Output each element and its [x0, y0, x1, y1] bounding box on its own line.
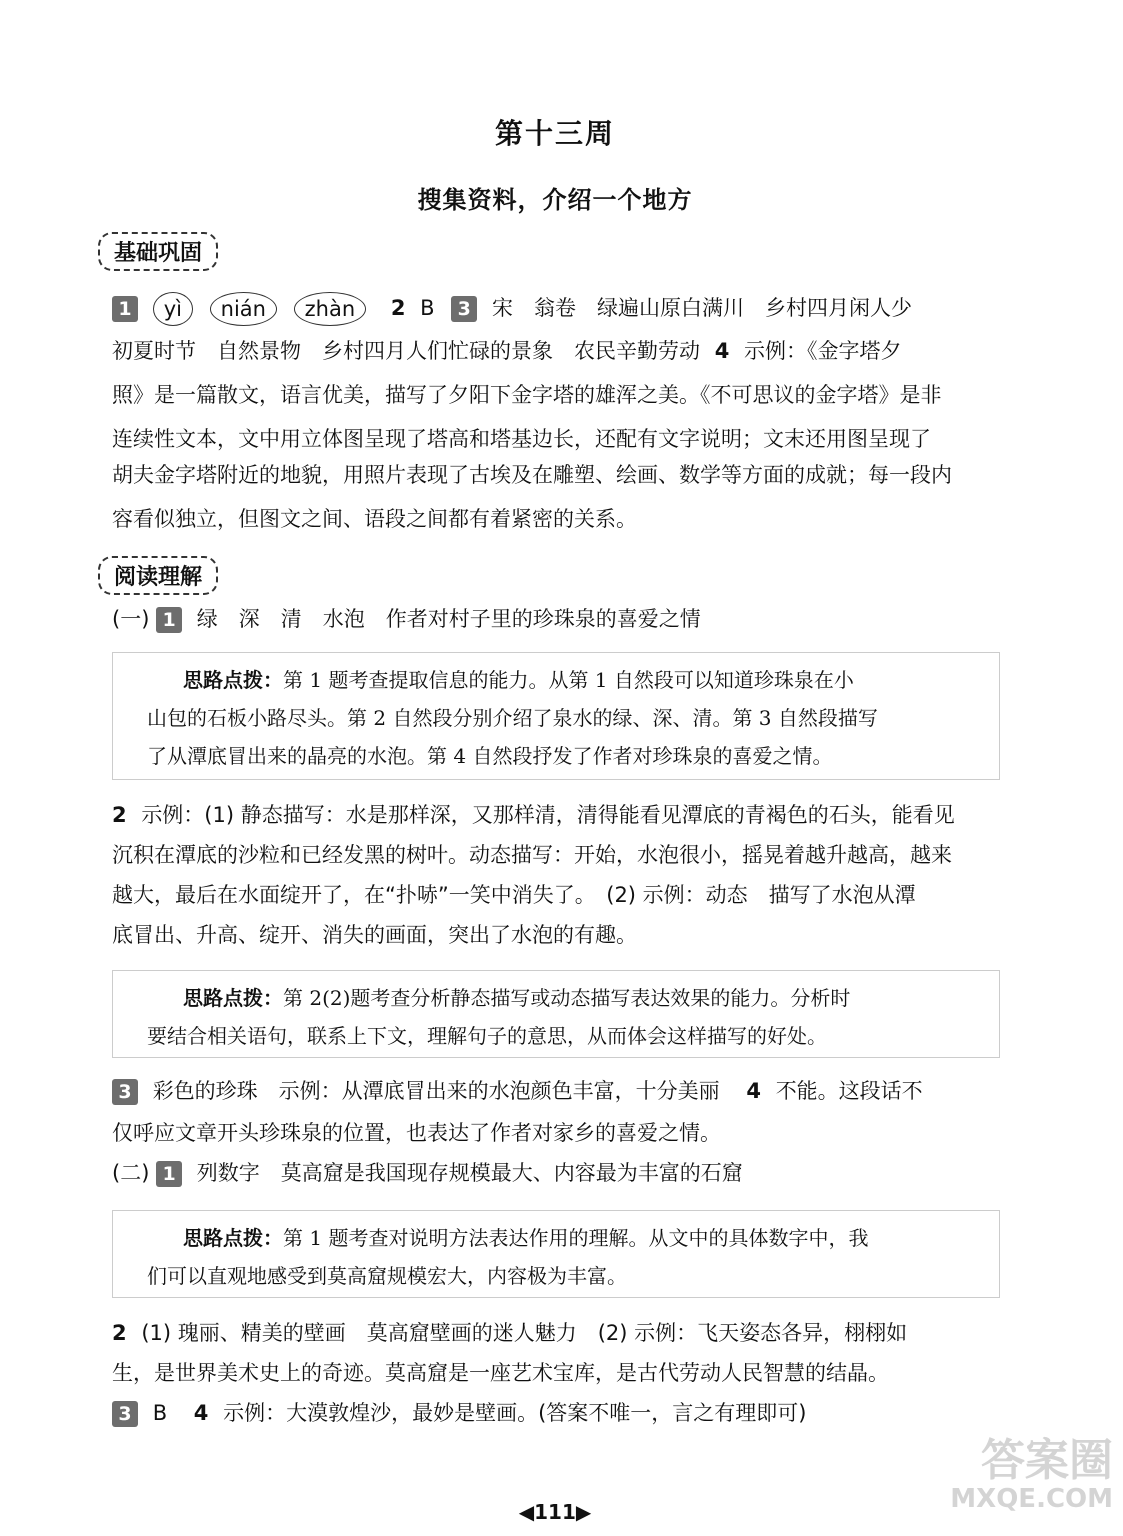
- hint-box-3: [112, 1210, 1000, 1298]
- hint-text: 要结合相关语句，联系上下文，理解句子的意思，从而体会这样描写的好处。: [147, 1024, 827, 1048]
- question-number-1: 1: [112, 296, 138, 322]
- hint-label: 思路点拨：: [183, 986, 283, 1010]
- hint-text: 们可以直观地感受到莫高窟规模宏大，内容极为丰富。: [147, 1264, 627, 1288]
- reading-answer-3-line: [112, 1076, 923, 1106]
- question-number-3: 3: [112, 1401, 138, 1427]
- part-prefix: (二): [112, 1161, 150, 1185]
- part-prefix: (一): [112, 607, 150, 631]
- pinyin-bubble: yì: [153, 292, 193, 326]
- hint-text: 第 1 题考查对说明方法表达作用的理解。从文中的具体数字中，我: [283, 1226, 869, 1250]
- section-label-basics: 基础巩固: [98, 232, 218, 271]
- pinyin-bubble: nián: [210, 292, 277, 326]
- basics-line-3: 照》是一篇散文，语言优美，描写了夕阳下金字塔的雄浑之美。《不可思议的金字塔》是非: [112, 383, 942, 407]
- reading-part1-line: [112, 604, 701, 634]
- reading-answer-s2-line-1: [112, 1318, 907, 1348]
- reading-answer-s4: 示例：大漠敦煌沙，最妙是壁画。(答案不唯一，言之有理即可): [223, 1401, 807, 1425]
- watermark-text: 答案圈: [981, 1435, 1113, 1486]
- pinyin-bubble: zhàn: [294, 292, 367, 326]
- reading-answer-4: 不能。这段话不: [775, 1079, 923, 1103]
- hint-text: 山包的石板小路尽头。第 2 自然段分别介绍了泉水的绿、深、清。第 3 自然段描写: [147, 706, 878, 730]
- reading-answer-2-line-4: 底冒出、升高、绽开、消失的画面，突出了水泡的有趣。: [112, 923, 637, 947]
- reading-answer-2: 示例：(1) 静态描写：水是那样深，又那样清，清得能看见潭底的青褐色的石头，能看见: [141, 803, 955, 827]
- reading-answer-s2-line-2: 生，是世界美术史上的奇迹。莫高窟是一座艺术宝库，是古代劳动人民智慧的结晶。: [112, 1361, 889, 1385]
- reading-answer-3: 彩色的珍珠 示例：从潭底冒出来的水泡颜色丰富，十分美丽: [152, 1079, 720, 1103]
- watermark-url: MXQE.COM: [950, 1484, 1113, 1514]
- question-number-3: 3: [451, 296, 477, 322]
- basics-line-2: [112, 336, 902, 366]
- page-number: ◀111▶: [518, 1500, 592, 1524]
- question-number-2: 2: [390, 296, 406, 320]
- reading-answer-s2: (1) 瑰丽、精美的壁画 莫高窟壁画的迷人魅力 (2) 示例：飞天姿态各异，栩栩如: [141, 1321, 908, 1345]
- hint-text: 第 1 题考查提取信息的能力。从第 1 自然段可以知道珍珠泉在小: [283, 668, 854, 692]
- hint-label: 思路点拨：: [183, 668, 283, 692]
- reading-answer-s3-line: [112, 1398, 807, 1428]
- hint-text: 了从潭底冒出来的晶亮的水泡。第 4 自然段抒发了作者对珍珠泉的喜爱之情。: [147, 744, 833, 768]
- question-number-4: 4: [714, 339, 730, 363]
- answer-2: B: [420, 296, 435, 320]
- reading-answer-s3: B: [152, 1401, 168, 1425]
- hint-label: 思路点拨：: [183, 1226, 283, 1250]
- reading-answer-2-line-1: [112, 800, 955, 830]
- question-number-1: 1: [156, 1161, 182, 1187]
- basics-line-1: [112, 292, 912, 326]
- hint-text: 第 2(2)题考查分析静态描写或动态描写表达效果的能力。分析时: [283, 986, 851, 1010]
- question-number-4: 4: [193, 1401, 209, 1425]
- answer-3-cont: 初夏时节 自然景物 乡村四月人们忙碌的景象 农民辛勤劳动: [112, 339, 700, 363]
- page-title: 第十三周: [494, 117, 615, 150]
- reading-answer-1: 绿 深 清 水泡 作者对村子里的珍珠泉的喜爱之情: [196, 607, 701, 631]
- answer-3: 宋 翁卷 绿遍山原白满川 乡村四月闲人少: [491, 296, 912, 320]
- reading-part2-line: [112, 1158, 743, 1188]
- basics-line-5: 胡夫金字塔附近的地貌，用照片表现了古埃及在雕塑、绘画、数学等方面的成就；每一段内: [112, 463, 952, 487]
- question-number-4: 4: [746, 1079, 761, 1103]
- page-subtitle: 搜集资料，介绍一个地方: [417, 186, 693, 214]
- reading-answer-2-line-2: 沉积在潭底的沙粒和已经发黑的树叶。动态描写：开始，水泡很小，摇晃着越升越高，越来: [112, 843, 952, 867]
- section-label-reading: 阅读理解: [98, 556, 218, 595]
- reading-answer-s1: 列数字 莫高窟是我国现存规模最大、内容最为丰富的石窟: [196, 1161, 743, 1185]
- basics-line-4: 连续性文本，文中用立体图呈现了塔高和塔基边长，还配有文字说明；文末还用图呈现了: [112, 427, 931, 451]
- question-number-3: 3: [112, 1079, 138, 1105]
- hint-box-2: [112, 970, 1000, 1058]
- question-number-2: 2: [112, 803, 127, 827]
- hint-box-1: [112, 652, 1000, 780]
- basics-line-6: 容看似独立，但图文之间、语段之间都有着紧密的关系。: [112, 507, 637, 531]
- reading-answer-2-line-3: 越大，最后在水面绽开了，在“扑哧”一笑中消失了。 (2) 示例：动态 描写了水泡从潭: [112, 883, 916, 907]
- question-number-2: 2: [112, 1321, 127, 1345]
- question-number-1: 1: [156, 607, 182, 633]
- watermark-logo: [950, 1435, 1113, 1514]
- reading-answer-4-line-2: 仅呼应文章开头珍珠泉的位置，也表达了作者对家乡的喜爱之情。: [112, 1121, 721, 1145]
- answer-4: 示例：《金字塔夕: [744, 339, 902, 363]
